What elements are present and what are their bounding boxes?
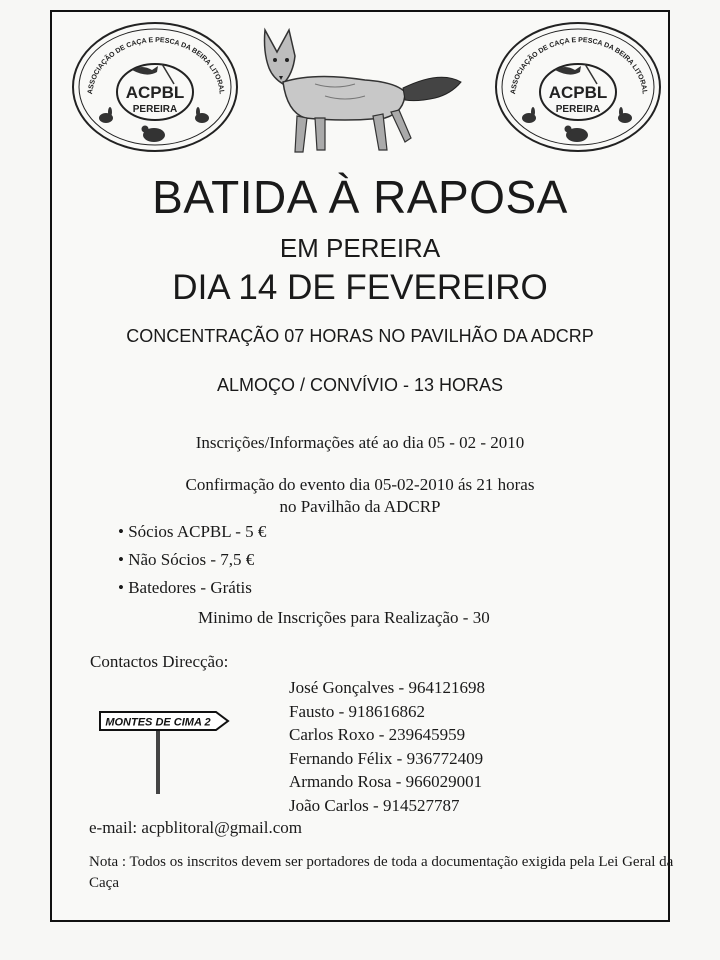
contact-email: e-mail: acpblitoral@gmail.com	[89, 818, 302, 837]
acpbl-seal-right	[493, 20, 663, 154]
minimum-registrations: Minimo de Inscrições para Realização - 30	[198, 608, 490, 627]
contact-item: Carlos Roxo - 239645959	[289, 725, 466, 744]
svg-text:ASSOCIAÇÃO DE CAÇA E PESCA DA: ASSOCIAÇÃO DE CAÇA E PESCA DA BEIRA LITORAL	[510, 36, 648, 95]
contacts-list	[289, 676, 485, 817]
acpbl-seal-left	[70, 20, 240, 154]
price-item: • Batedores - Grátis	[118, 578, 252, 597]
confirmation-line-2: no Pavilhão da ADCRP	[279, 497, 441, 516]
price-list	[118, 518, 266, 602]
concentration-info: CONCENTRAÇÃO 07 HORAS NO PAVILHÃO DA ADCRP	[126, 326, 594, 346]
price-item: • Sócios ACPBL - 5 €	[118, 522, 267, 541]
contact-item: Fernando Félix - 936772409	[289, 748, 484, 768]
event-confirmation	[52, 474, 668, 518]
svg-text:MONTES DE CIMA 2: MONTES DE CIMA 2	[105, 716, 211, 729]
svg-text:ACPBL: ACPBL	[125, 83, 185, 102]
event-location: EM PEREIRA	[279, 233, 441, 263]
svg-text:PEREIRA: PEREIRA	[132, 104, 178, 115]
contact-item: José Gonçalves - 964121698	[289, 678, 485, 697]
contact-item: João Carlos - 914527787	[289, 795, 460, 815]
svg-text:ACPBL: ACPBL	[548, 83, 608, 102]
svg-text:ASSOCIAÇÃO DE CAÇA E PESCA DA: ASSOCIAÇÃO DE CAÇA E PESCA DA BEIRA LITORAL	[87, 36, 225, 95]
confirmation-line-1: Confirmação do evento dia 05-02-2010 ás 21 horas	[185, 475, 535, 494]
svg-text:PEREIRA: PEREIRA	[555, 104, 601, 115]
registration-deadline: Inscrições/Informações até ao dia 05 - 02 - 2010	[195, 433, 525, 452]
lunch-info: ALMOÇO / CONVÍVIO - 13 HORAS	[216, 375, 504, 395]
fox-illustration	[255, 22, 465, 157]
contact-item: Armando Rosa - 966029001	[289, 772, 483, 791]
road-sign-illustration	[98, 706, 233, 796]
contact-item: Fausto - 918616862	[289, 701, 425, 721]
event-date: DIA 14 DE FEVEREIRO	[172, 268, 548, 307]
event-title: BATIDA À RAPOSA	[152, 171, 568, 223]
price-item: • Não Sócios - 7,5 €	[118, 550, 255, 569]
documentation-note: Nota : Todos os inscritos devem ser portadores de toda a documentação exigida pela Lei Geral da Caça	[89, 854, 674, 891]
contacts-label: Contactos Direcção:	[90, 652, 229, 671]
